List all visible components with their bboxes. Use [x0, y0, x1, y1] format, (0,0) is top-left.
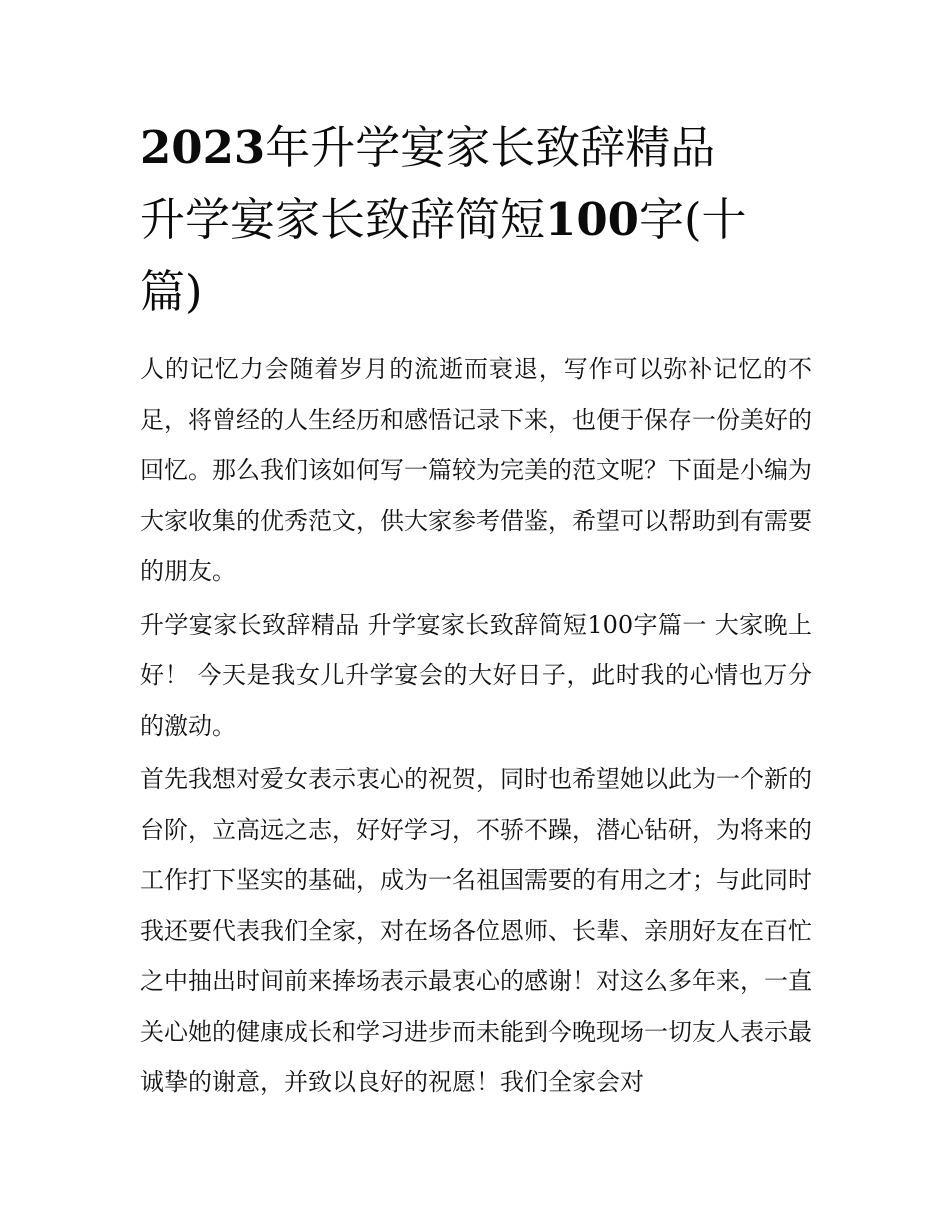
title-line-3: [140, 256, 812, 328]
document-title: [140, 112, 812, 328]
title-line-1: [140, 112, 812, 184]
paragraph-speech-body: 首先我想对爱女表示衷心的祝贺，同时也希望她以此为一个新的台阶，立高远之志，好好学习，不骄不躁，潜心钻研，为将来的工作打下坚实的基础，成为一名祖国需要的有用之才；与此同时我还要代表我们全家，对在场各位恩师、长辈、亲朋好友在百忙之中抽出时间前来捧场表示最衷心的感谢！对这么多年来，一直关心她的健康成长和学习进步而未能到今晚现场一切友人表示最诚挚的谢意，并致以良好的祝愿！我们全家会对: [140, 765, 812, 1096]
paragraph-intro: 人的记忆力会随着岁月的流逝而衰退，写作可以弥补记忆的不足，将曾经的人生经历和感悟记录下来，也便于保存一份美好的回忆。那么我们该如何写一篇较为完美的范文呢？下面是小编为大家收集的优秀范文，供大家参考借鉴，希望可以帮助到有需要的朋友。: [140, 355, 812, 585]
title-year: 2023: [140, 121, 266, 174]
title-line-3-text: 篇): [140, 265, 203, 318]
title-number: 100: [545, 193, 639, 246]
document-content: [140, 112, 812, 1111]
paragraph-speech-opening: 升学宴家长致辞精品 升学宴家长致辞简短100字篇一 大家晚上好！ 今天是我女儿升学宴会的大好日子，此时我的心情也万分的激动。: [140, 610, 812, 740]
title-line-2: [140, 184, 812, 256]
title-line-2-text: 升学宴家长致辞简短: [140, 193, 546, 246]
title-line-1-text: 年升学宴家长致辞精品: [265, 121, 716, 174]
title-line-2-tail: 字(十: [638, 193, 747, 246]
